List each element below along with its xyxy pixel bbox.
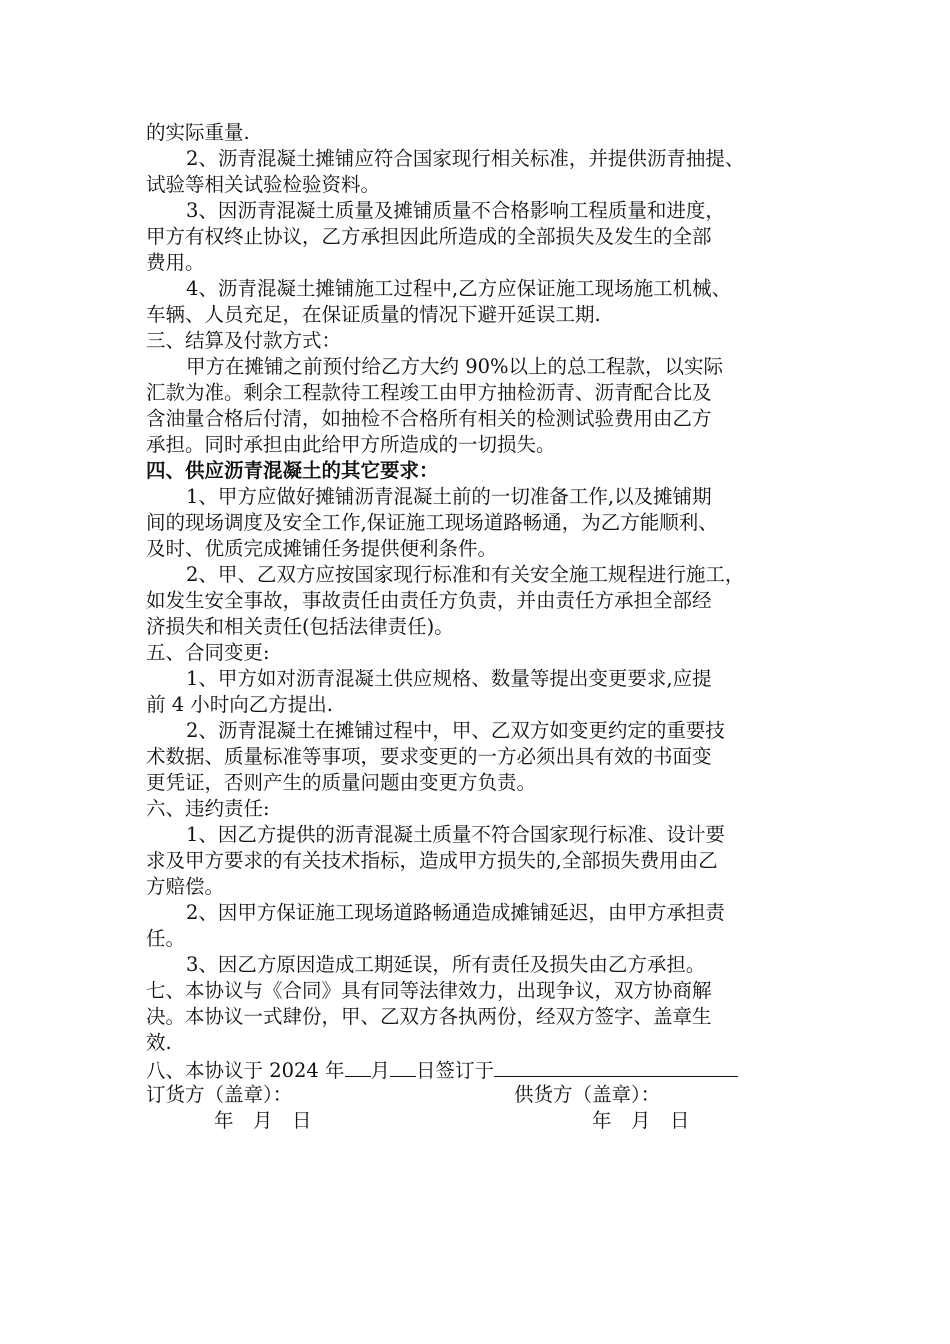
body-text-line: 2、沥青混凝土摊铺应符合国家现行相关标准，并提供沥青抽提、 [186,147,745,170]
buyer-date: 年 月 日 [214,1109,312,1132]
seller-date: 年 月 日 [592,1109,690,1132]
body-text-line: 2、甲、乙双方应按国家现行标准和有关安全施工规程进行施工， [186,563,745,586]
body-text-line: 及时、优质完成摊铺任务提供便利条件。 [146,537,498,560]
sign-date-prefix: 八、本协议于 2024 年 [146,1059,345,1082]
seller-seal-label: 供货方（盖章）： [514,1083,661,1106]
day-label: 日签订于 [416,1059,495,1082]
body-text-line: 求及甲方要求的有关技术指标，造成甲方损失的,全部损失费用由乙 [146,849,718,872]
document-body [146,120,816,1134]
body-text-line: 七、本协议与《合同》具有同等法律效力，出现争议，双方协商解 [146,979,712,1002]
body-text-line: 间的现场调度及安全工作,保证施工现场道路畅通，为乙方能顺利、 [146,511,718,534]
body-text-line: 2、沥青混凝土在摊铺过程中，甲、乙双方如变更约定的重要技 [186,719,725,742]
body-text-line: 4、沥青混凝土摊铺施工过程中,乙方应保证施工现场施工机械、 [186,277,732,300]
body-text-line: 前 4 小时向乙方提出. [146,693,334,716]
body-text-line: 如发生安全事故，事故责任由责任方负责，并由责任方承担全部经 [146,589,712,612]
body-text-line: 3、因乙方原因造成工期延误，所有责任及损失由乙方承担。 [186,953,706,976]
body-text-line: 三、结算及付款方式： [146,329,342,352]
body-text-line: 济损失和相关责任(包括法律责任)。 [146,615,454,638]
day-blank [390,1056,416,1077]
month-label: 月 [370,1059,391,1082]
body-text-line: 费用。 [146,251,205,274]
body-text-line: 甲方有权终止协议，乙方承担因此所造成的全部损失及发生的全部 [146,225,712,248]
body-text-line: 含油量合格后付清，如抽检不合格所有相关的检测试验费用由乙方 [146,407,712,430]
body-text-line: 任。 [146,927,186,950]
body-text-line: 2、因甲方保证施工现场道路畅通造成摊铺延迟，由甲方承担责 [186,901,725,924]
body-text-line: 甲方在摊铺之前预付给乙方大约 90%以上的总工程款，以实际 [186,355,724,378]
body-text-line: 3、因沥青混凝土质量及摊铺质量不合格影响工程质量和进度， [186,199,725,222]
body-text-line: 效. [146,1031,172,1054]
buyer-seal-label: 订货方（盖章）： [146,1083,293,1106]
month-blank [345,1056,371,1077]
place-blank [494,1056,738,1077]
signature-date-row [146,1108,816,1134]
body-text-line: 更凭证，否则产生的质量问题由变更方负责。 [146,771,537,794]
body-text-line: 车辆、人员充足，在保证质量的情况下避开延误工期. [146,303,601,326]
signature-row [146,1082,816,1108]
body-text-line: 汇款为准。剩余工程款待工程竣工由甲方抽检沥青、沥青配合比及 [146,381,712,404]
body-text-line: 的实际重量. [146,121,250,144]
body-text-line: 试验等相关试验检验资料。 [146,173,381,196]
body-text-line: 决。本协议一式肆份，甲、乙双方各执两份，经双方签字、盖章生 [146,1005,712,1028]
body-text-line: 六、违约责任: [146,797,270,820]
sign-date-line [146,1056,816,1082]
body-text-line: 方赔偿。 [146,875,225,898]
body-text-line: 1、甲方应做好摊铺沥青混凝土前的一切准备工作,以及摊铺期 [186,485,712,508]
body-text-line: 术数据、质量标准等事项，要求变更的一方必须出具有效的书面变 [146,745,712,768]
section-heading: 四、供应沥青混凝土的其它要求： [146,459,439,482]
body-lines [146,120,816,1056]
body-text-line: 承担。同时承担由此给甲方所造成的一切损失。 [146,433,556,456]
body-text-line: 五、合同变更: [146,641,270,664]
body-text-line: 1、因乙方提供的沥青混凝土质量不符合国家现行标准、设计要 [186,823,725,846]
body-text-line: 1、甲方如对沥青混凝土供应规格、数量等提出变更要求,应提 [186,667,712,690]
